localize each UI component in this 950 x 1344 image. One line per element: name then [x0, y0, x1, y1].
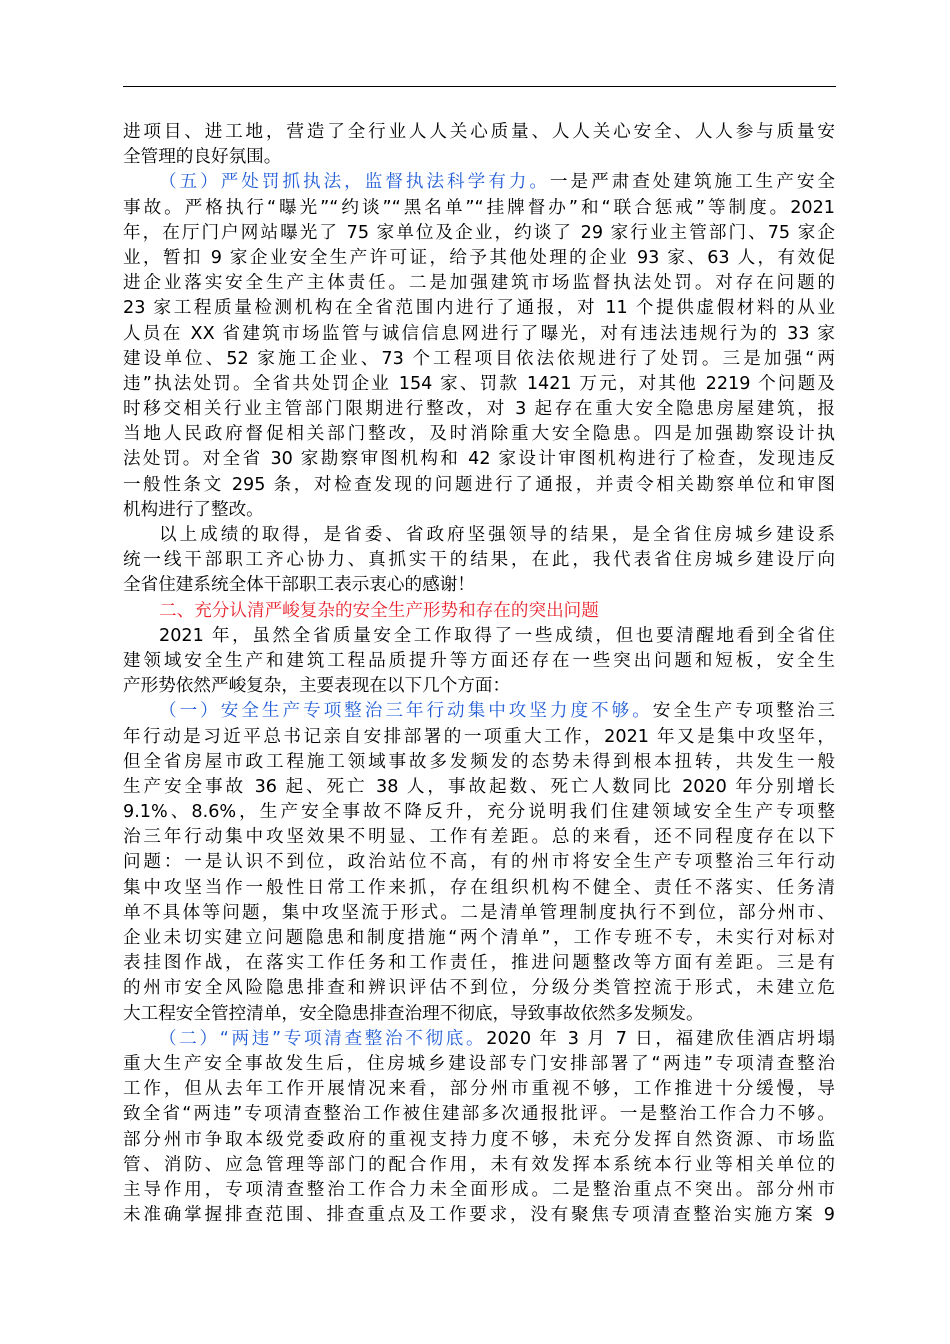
subsection-heading: （五）严处罚抓执法，监督执法科学有力。 [159, 172, 550, 193]
header-rule [123, 86, 836, 87]
body-line: 生产安全事故 36 起、死亡 38 人，事故起数、死亡人数同比 2020 年分别增长 [123, 776, 835, 797]
subsection-heading: （一）安全生产专项整治三年行动集中攻坚力度不够。 [159, 701, 653, 722]
body-line: 业，暂扣 9 家企业安全生产许可证，给予其他处理的企业 93 家、63 人，有效促 [123, 247, 835, 268]
body-line: 统一线干部职工齐心协力、真抓实干的结果，在此，我代表省住房城乡建设厅向 [123, 550, 835, 571]
body-line: 9.1%、8.6%，生产安全事故不降反升，充分说明我们住建领域安全生产专项整 [123, 802, 835, 823]
body-line: 全管理的良好氛围。 [123, 147, 282, 168]
body-line: 主导作用，专项清查整治工作合力未全面形成。二是整治重点不突出。部分州市 [123, 1179, 835, 1200]
body-line: 进项目、进工地，营造了全行业人人关心质量、人人关心安全、人人参与质量安 [123, 122, 835, 142]
body-line: 人员在 XX 省建筑市场监管与诚信信息网进行了曝光，对有违法违规行为的 33 家 [123, 323, 835, 344]
section-lead-line: （五）严处罚抓执法，监督执法科学有力。一是严肃查处建筑施工生产安全 [159, 172, 835, 193]
section-heading: 二、充分认清严峻复杂的安全生产形势和存在的突出问题 [159, 600, 599, 621]
body-line: 建领域安全生产和建筑工程品质提升等方面还存在一些突出问题和短板，安全生 [123, 650, 835, 671]
body-line: 的州市安全风险隐患排查和辨识评估不到位，分级分类管控流于形式，未建立危 [123, 978, 835, 999]
section-lead-line: （二）“两违”专项清查整治不彻底。2020 年 3 月 7 日，福建欣佳酒店坍塌 [159, 1028, 835, 1049]
body-line: 事故。严格执行“曝光”“约谈”“黑名单”“挂牌督办”和“联合惩戒”等制度。2021 [123, 197, 835, 218]
document-body [123, 120, 835, 1228]
body-line: 建设单位、52 家施工企业、73 个工程项目依法依规进行了处罚。三是加强“两 [123, 348, 835, 369]
body-line: 年行动是习近平总书记亲自安排部署的一项重大工作，2021 年又是集中攻坚年， [123, 726, 835, 747]
body-line: 进企业落实安全生产主体责任。二是加强建筑市场监督执法处罚。对存在问题的 [123, 273, 835, 294]
body-line: 工作，但从去年工作开展情况来看，部分州市重视不够，工作推进十分缓慢，导 [123, 1079, 835, 1100]
body-line: 机构进行了整改。 [123, 499, 264, 520]
body-line: 单不具体等问题，集中攻坚流于形式。二是清单管理制度执行不到位，部分州市、 [123, 902, 835, 923]
body-line: 年，在厅门户网站曝光了 75 家单位及企业，约谈了 29 家行业主管部门、75 家企 [123, 222, 835, 243]
body-line: 未准确掌握排查范围、排查重点及工作要求，没有聚焦专项清查整治实施方案 9 [123, 1205, 835, 1226]
body-line: 重大生产安全事故发生后，住房城乡建设部专门安排部署了“两违”专项清查整治 [123, 1053, 835, 1074]
body-line: 治三年行动集中攻坚效果不明显、工作有差距。总的来看，还不同程度存在以下 [123, 827, 835, 848]
body-line: 问题：一是认识不到位，政治站位不高，有的州市将安全生产专项整治三年行动 [123, 852, 835, 873]
body-line: 产形势依然严峻复杂，主要表现在以下几个方面： [123, 676, 511, 697]
body-line: 致全省“两违”专项清查整治工作被住建部多次通报批评。一是整治工作合力不够。 [123, 1104, 835, 1125]
body-line: 以上成绩的取得，是省委、省政府坚强领导的结果，是全省住房城乡建设系 [159, 525, 835, 545]
body-line: 表挂图作战，在落实工作任务和工作责任，推进问题整改等方面有差距。三是有 [123, 953, 835, 974]
body-line: 部分州市争取本级党委政府的重视支持力度不够，未充分发挥自然资源、市场监 [123, 1129, 835, 1150]
section-lead-line: （一）安全生产专项整治三年行动集中攻坚力度不够。安全生产专项整治三 [159, 701, 835, 722]
body-line: 时移交相关行业主管部门限期进行整改，对 3 起存在重大安全隐患房屋建筑，报 [123, 399, 835, 420]
body-line: 一般性条文 295 条，对检查发现的问题进行了通报，并责令相关勘察单位和审图 [123, 474, 835, 495]
body-line: 23 家工程质量检测机构在全省范围内进行了通报，对 11 个提供虚假材料的从业 [123, 298, 835, 319]
body-line: 企业未切实建立问题隐患和制度措施“两个清单”，工作专班不专，未实行对标对 [123, 928, 835, 948]
body-line: 2021 年，虽然全省质量安全工作取得了一些成绩，但也要清醒地看到全省住 [159, 625, 835, 646]
body-line: 但全省房屋市政工程施工领域事故多发频发的态势未得到根本扭转，共发生一般 [123, 751, 835, 772]
body-line: 集中攻坚当作一般性日常工作来抓，存在组织机构不健全、责任不落实、任务清 [123, 877, 835, 898]
body-line: 法处罚。对全省 30 家勘察审图机构和 42 家设计审图机构进行了检查，发现违反 [123, 449, 835, 470]
body-line: 管、消防、应急管理等部门的配合作用，未有效发挥本系统本行业等相关单位的 [123, 1154, 835, 1175]
body-line: 大工程安全管控清单，安全隐患排查治理不彻底，导致事故依然多发频发。 [123, 1003, 704, 1024]
subsection-heading: （二）“两违”专项清查整治不彻底。 [159, 1028, 487, 1049]
body-line: 当地人民政府督促相关部门整改，及时消除重大安全隐患。四是加强勘察设计执 [123, 424, 835, 445]
body-line: 全省住建系统全体干部职工表示衷心的感谢！ [123, 575, 475, 596]
section-heading-line [123, 599, 835, 624]
body-line: 违”执法处罚。全省共处罚企业 154 家、罚款 1421 万元，对其他 2219 个问题及 [123, 373, 835, 394]
